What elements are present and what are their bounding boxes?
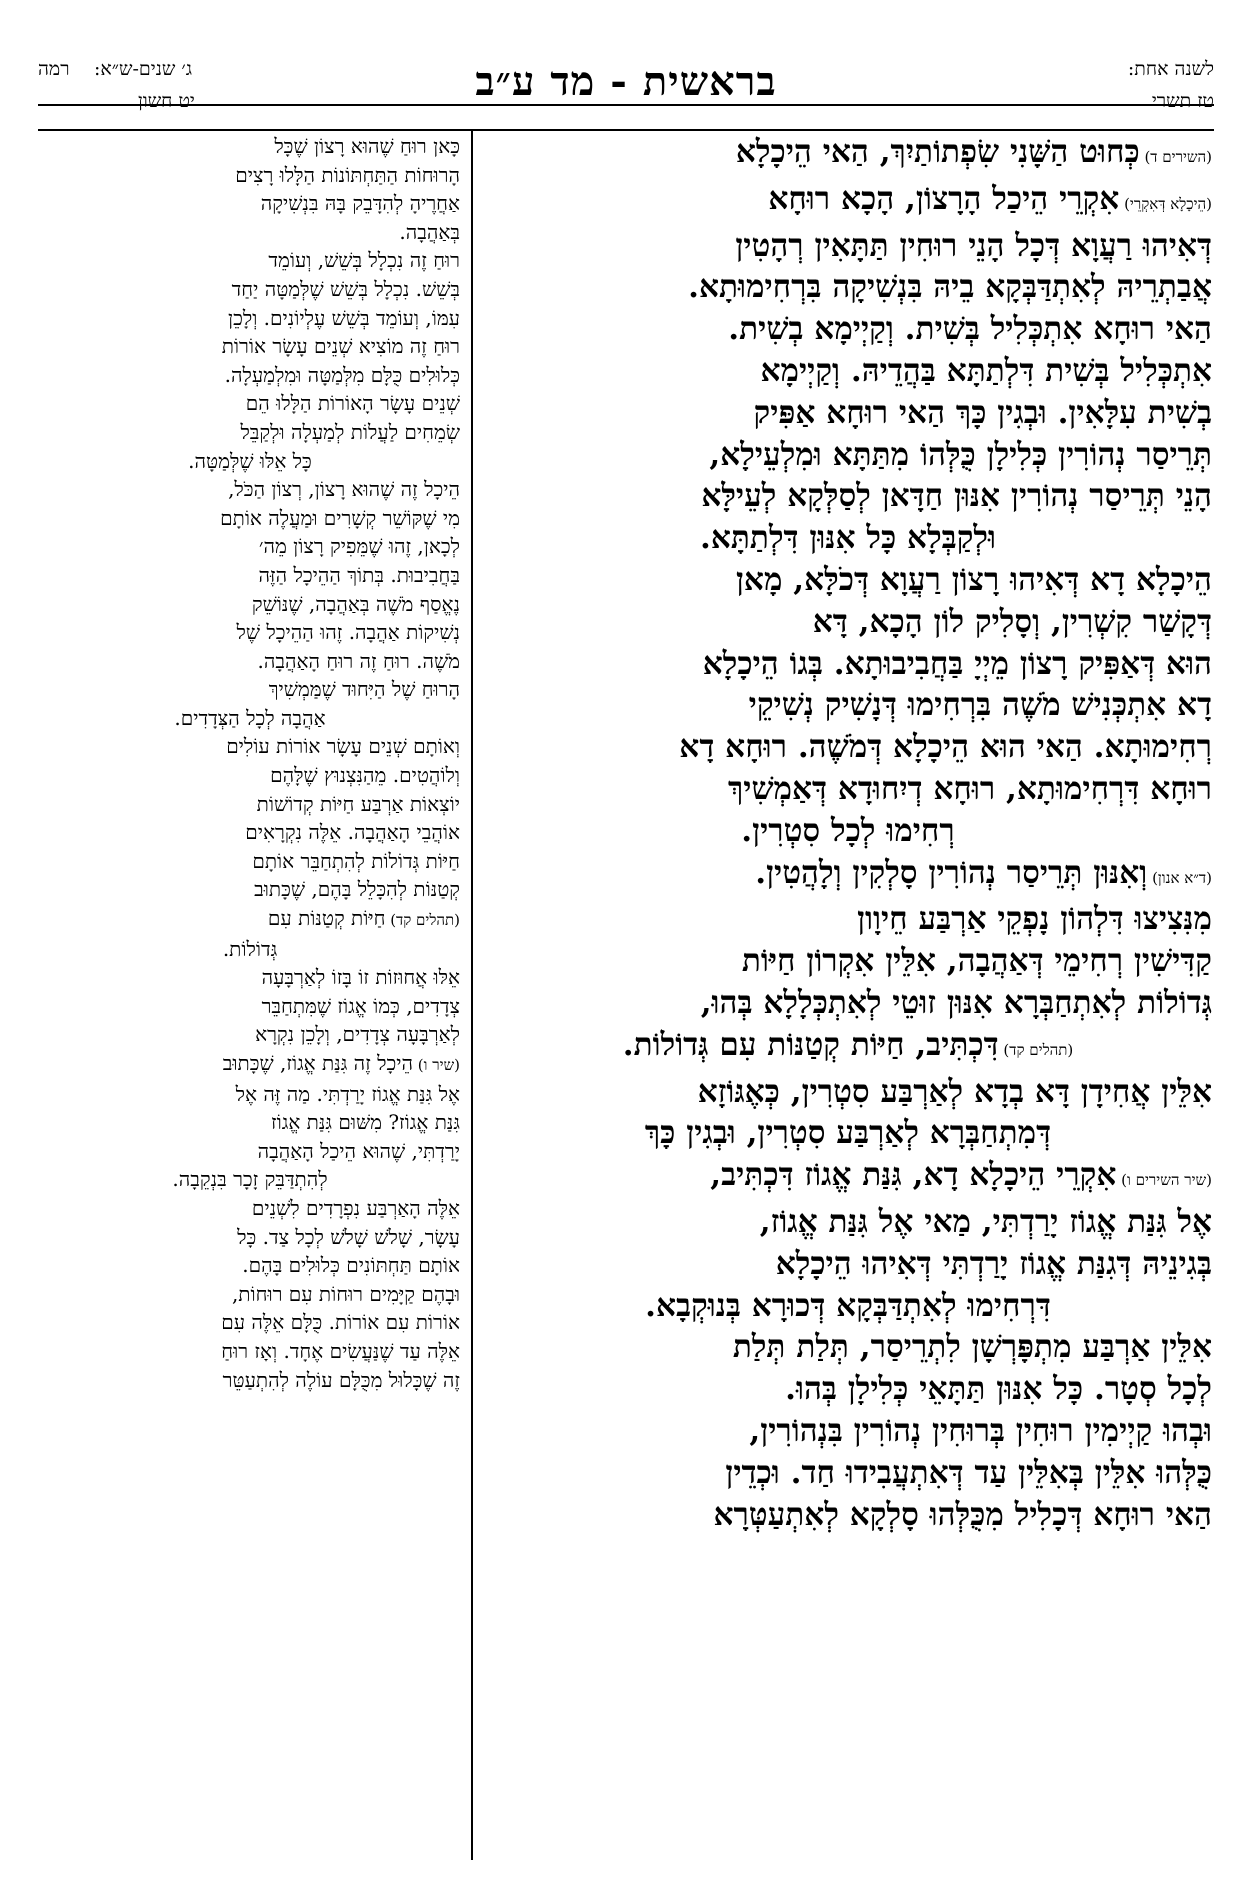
line-text: לְאַרְבָּעָה צְדָדִים, וְלָכֵן נִקְרָא (255, 1022, 460, 1047)
main-text-line (484, 685, 1212, 727)
line-text: יוֹצְאוֹת אַרְבַּע חַיּוֹת קְדוֹשׁוֹת (256, 791, 460, 816)
line-text: אַהֲבָה לְכָל הַצְּדָדִים. (174, 705, 326, 730)
line-text: אוֹתָם תַּחְתּוֹנִים כְּלוּלִים בָּהֶם. (242, 1253, 460, 1278)
main-text-line (484, 1411, 1212, 1453)
source-reference: (שיר השירים ו) (1116, 1171, 1212, 1190)
line-text: הֵיכָל זֶה שֶׁהוּא רָצוֹן, רְצוֹן הַכֹּל, (228, 477, 460, 502)
side-text-line (40, 875, 460, 904)
line-text: בְשִׁית עִלָּאִין. וּבְגִין כָּךְ הַאי רוּחָא אַפִּיק (753, 394, 1212, 431)
side-text-line (40, 618, 460, 647)
three-year-schedule-label: ג׳ שנים-ש״א: (94, 58, 193, 80)
line-text: זֶה שֶׁכָּלוּל מִכֻּלָּם עוֹלֶה לְהִתְעַטֵּר (222, 1367, 460, 1392)
line-text: צְדָדִים, כְּמוֹ אֱגוֹז שֶׁמִּתְחַבֵּר (261, 993, 460, 1018)
line-text: דִּרְחִימוּ לְאִתְדַּבְּקָא דְּכוּרָא בְּנוּקְבָא. (645, 1287, 1051, 1324)
main-text-line (484, 351, 1212, 393)
side-text-line (40, 275, 460, 304)
side-text-line (40, 1251, 460, 1280)
line-text: אוֹרוֹת עִם אוֹרוֹת. כֻּלָּם אֵלֶּה עִם (221, 1310, 460, 1335)
line-text: רוּחָא דִּרְחִימוּתָא, רוּחָא דְיִחוּדָא דְּאַמְשִׁיךְ (727, 770, 1212, 807)
line-text: אִקְרֵי הֵיכַל הָרָצוֹן, הָכָא רוּחָא (768, 180, 1120, 217)
main-text-line (484, 1244, 1212, 1286)
line-text: אוֹהֲבֵי הָאַהֲבָה. אֵלֶּה נִקְרָאִים (245, 820, 460, 845)
side-text-line (40, 361, 460, 390)
daily-date: טז תשרי (1151, 90, 1214, 112)
column-divider (471, 130, 473, 1860)
line-text: כָּל אֵלּוּ שֶׁלְּמַטָּה. (188, 448, 312, 473)
line-text: אֵלֶּה עַד שֶׁנַּעֲשִׂים אֶחָד. וְאָז רוּחַ (221, 1338, 460, 1363)
source-reference: (תהלים קד) (998, 1040, 1074, 1059)
side-text-line (40, 189, 460, 218)
line-text: אֶל גִּנַּת אֱגוֹז יָרַדְתִּי, מַאי אֶל גִּנַּת אֱגוֹז, (759, 1203, 1212, 1240)
line-text: גִּנַּת אֱגוֹז? מִשּׁוּם גִּנַּת אֱגוֹז (271, 1110, 460, 1135)
source-reference: (הֵיכָלָא דְּאִקְרֵי) (1119, 194, 1212, 213)
main-text-line (484, 1072, 1212, 1114)
main-text-line (484, 602, 1212, 644)
main-text-line (484, 518, 1212, 560)
main-text-line (484, 853, 1212, 900)
line-text: מֹשֶׁה. רוּחַ זֶה רוּחַ הָאַהֲבָה. (257, 648, 460, 673)
three-year-page-number: רמה (38, 58, 70, 80)
main-text-line (484, 811, 1212, 853)
line-text: אִלֵּין אַרְבַּע מִתְפָּרְשָׁן לִתְרֵיסַר, תְּלַת תְּלַת (732, 1329, 1212, 1366)
line-text: וּלְקַבְּלָא כָּל אִנּוּן דִּלְתַתָּא. (700, 520, 996, 557)
line-text: הֵיכָלָא דָא דְּאִיהוּ רָצוֹן רַעֲוָא דְּכֹלָּא, מָאן (735, 561, 1212, 598)
line-text: דְּמִתְחַבְּרָא לְאַרְבַּע סִטְרִין, וּבְגִין כָּךְ (644, 1115, 1052, 1152)
side-text-line (40, 1049, 460, 1080)
line-text: רְחִימוּ לְכָל סִטְרִין. (741, 812, 955, 849)
side-text-line (40, 732, 460, 761)
line-text: וְאוֹתָם שְׁנֵים עָשָׂר אוֹרוֹת עוֹלִים (226, 734, 460, 759)
line-text: חַיּוֹת גְּדוֹלוֹת לְהִתְחַבֵּר אוֹתָם (252, 848, 460, 873)
side-text-line (40, 1280, 460, 1309)
daily-schedule-label: לשנה אחת: (1127, 58, 1214, 80)
main-text-line (484, 309, 1212, 351)
line-text: מִנִּצִיצוּ דִּלְהוֹן נָפְקֵי אַרְבַּע חֵיוָון (857, 901, 1212, 938)
side-text-line (40, 1080, 460, 1109)
hebrew-translation-column (40, 132, 460, 1394)
main-text-line (484, 179, 1212, 226)
side-text-line (40, 389, 460, 418)
side-text-line (40, 1194, 460, 1223)
side-text-line (40, 504, 460, 533)
side-text-line (40, 132, 460, 161)
side-text-line (40, 447, 460, 476)
side-text-line (40, 475, 460, 504)
side-text-line (40, 1337, 460, 1366)
line-text: כְּלוּלִים כֻּלָּם מִלְּמַטָּה וּמִלְמַעְלָה. (224, 362, 460, 387)
main-text-line (484, 435, 1212, 477)
main-text-line (484, 1286, 1212, 1328)
aramaic-text-column (484, 132, 1212, 1536)
side-text-line (40, 818, 460, 847)
line-text: כְּחוּט הַשָּׁנִי שִׂפְתוֹתַיִךְ, הַאי הֵיכָלָא (735, 134, 1140, 170)
side-text-line (40, 1366, 460, 1395)
side-text-line (40, 647, 460, 676)
line-text: לְכָל סְטָר. כָּל אִנּוּן תַּתָּאֵי כְּלִילָן בְּהוּ. (785, 1371, 1212, 1408)
line-text: נֶאֱסַף מֹשֶׁה בְּאַהֲבָה, שֶׁנּוֹשֵׁק (251, 591, 460, 616)
line-text: וּבְהוּ קַיְימִין רוּחִין בְּרוּחִין נְהוֹרִין בִּנְהוֹרִין, (749, 1412, 1212, 1449)
line-text: דְּקָשַׁר קִשְׁרִין, וְסָלִיק לוֹן הָכָא, דָּא (812, 603, 1212, 640)
line-text: רְחִימוּתָא. הַאי הוּא הֵיכָלָא דְּמֹשֶׁה. רוּחָא דָא (679, 729, 1212, 766)
side-text-line (40, 1308, 460, 1337)
side-text-line (40, 218, 460, 247)
line-text: מִי שֶׁקּוֹשֵׁר קְשָׁרִים וּמַעֲלֶה אוֹתָם (220, 505, 460, 530)
main-text-line (484, 727, 1212, 769)
line-text: גְּדוֹלוֹת. (222, 936, 278, 961)
main-text-line (484, 267, 1212, 309)
line-text: וּבָהֶם קַיָּמִים רוּחוֹת עִם רוּחוֹת, (231, 1281, 460, 1306)
line-text: הַאי רוּחָא אִתְכְּלִיל בְּשִׁית. וְקַיְימָא בְשִׁית. (728, 311, 1212, 348)
page-title: בראשית - מד ע״ב (475, 58, 777, 105)
line-text: בְּשֵׁשׁ. נִכְלָל בְּשֵׁשׁ שֶׁלְּמַטָּה יַחַד (231, 276, 460, 301)
line-text: גְּדוֹלוֹת לְאִתְחַבְּרָא אִנּוּן זוּטֵי לְאִתְכְּלָלָא בְּהוּ, (700, 984, 1212, 1021)
side-text-line (40, 675, 460, 704)
main-text-line (484, 393, 1212, 435)
header-divider (38, 104, 1214, 106)
header-underline (38, 129, 1214, 131)
line-text: אֵלֶּה הָאַרְבַּע נִפְרָדִים לִשְׁנֵים (251, 1195, 460, 1220)
main-text-line (484, 983, 1212, 1025)
line-text: אִתְכְּלִיל בְּשִׁית דִּלְתַתָּא בַּהֲדֵיהּ. וְקַיְימָא (760, 352, 1212, 389)
line-text: אִקְרֵי הֵיכָלָא דָא, גִּנַּת אֱגוֹז דִּכְתִּיב, (710, 1157, 1117, 1194)
side-text-line (40, 332, 460, 361)
line-text: הוּא דְּאַפִּיק רָצוֹן מֵיְיָ בַּחֲבִיבוּתָא. בְּגוֹ הֵיכָלָא (702, 645, 1212, 682)
line-text: נְשִׁיקוֹת אַהֲבָה. זֶהוּ הַהֵיכָל שֶׁל (236, 620, 460, 645)
side-text-line (40, 704, 460, 733)
main-text-line (484, 1495, 1212, 1537)
three-year-date: יט חשון (138, 90, 195, 112)
side-text-line (40, 847, 460, 876)
main-text-line (484, 769, 1212, 811)
side-text-line (40, 1223, 460, 1252)
side-text-line (40, 1137, 460, 1166)
side-text-line (40, 590, 460, 619)
line-text: הָרוּחוֹת הַתַּחְתּוֹנוֹת הַלָּלוּ רָצִים (235, 162, 460, 187)
line-text: עָשָׂר, שָׁלֹשׁ שָׁלֹשׁ לְכָל צַד. כָּל (237, 1224, 460, 1249)
source-reference: (ד״א אנון) (1147, 868, 1212, 887)
line-text: וְאִנּוּן תְּרֵיסַר נְהוֹרִין סָלְקִין וְלָהֲטִין. (755, 854, 1148, 891)
side-text-line (40, 761, 460, 790)
side-text-line (40, 532, 460, 561)
line-text: דִּכְתִּיב, חַיּוֹת קְטַנּוֹת עִם גְּדוֹלוֹת. (622, 1026, 999, 1063)
line-text: דְּאִיהוּ רַעֲוָא דְּכָל הָנֵי רוּחִין תַּתָּאִין רְהָטִין (735, 227, 1212, 264)
line-text: אֶל גִּנַּת אֱגוֹז יָרַדְתִּי. מַה זֶּה אֶל (235, 1081, 460, 1106)
line-text: רוּחַ זֶה נִכְלָל בְּשֵׁשׁ, וְעוֹמֵד (268, 248, 460, 273)
main-text-line (484, 1327, 1212, 1369)
main-text-line (484, 476, 1212, 518)
source-reference: (השירים ד) (1139, 148, 1212, 166)
line-text: הֵיכָל זֶה גִּנַּת אֱגוֹז, שֶׁכָּתוּב (222, 1051, 413, 1075)
line-text: חַיּוֹת קְטַנּוֹת עִם (267, 906, 386, 931)
main-text-line (484, 226, 1212, 268)
line-text: רוּחַ זֶה מוֹצִיא שְׁנֵים עָשָׂר אוֹרוֹת (221, 334, 460, 359)
main-text-line (484, 1369, 1212, 1411)
main-text-line (484, 1113, 1212, 1155)
line-text: יָרַדְתִּי, שֶׁהוּא הֵיכַל הָאַהֲבָה (257, 1138, 460, 1163)
line-text: כָּאן רוּחַ שֶׁהוּא רָצוֹן שֶׁכָּל (274, 134, 460, 158)
line-text: קַדִּישִׁין רְחִימֵי דְּאַהֲבָה, אִלֵּין אִקְרוֹן חַיּוֹת (741, 943, 1212, 980)
line-text: עִמּוֹ, וְעוֹמֵד בְּשֵׁשׁ עֶלְיוֹנִים. וְלָכֵן (227, 305, 460, 330)
main-text-line (484, 132, 1212, 179)
line-text: דָא אִתְכְּנִישׁ מֹשֶׁה בִּרְחִימוּ דְּנָשִׁיק נְשִׁיקֵי (748, 687, 1212, 724)
side-text-line (40, 246, 460, 275)
line-text: שְׂמֵחִים לַעֲלוֹת לְמַעְלָה וּלְקַבֵּל (240, 419, 460, 444)
side-text-line (40, 1020, 460, 1049)
side-text-line (40, 904, 460, 935)
line-text: הַאי רוּחָא דְּכָלִיל מִכֻּלְּהוּ סָלְקָא לְאִתְעַטְּרָא (713, 1496, 1212, 1533)
line-text: לְכָאן, זֶהוּ שֶׁמֵּפִיק רָצוֹן מֵה׳ (258, 534, 460, 559)
line-text: בְּאַהֲבָה. (399, 219, 460, 244)
line-text: אֲבַתְרֵיהּ לְאִתְדַּבְּקָא בֵיהּ בִּנְשִׁיקָה בִּרְחִימוּתָא. (688, 269, 1212, 306)
line-text: אֵלּוּ אֲחוּזוֹת זוֹ בָּזוֹ לְאַרְבָּעָה (261, 965, 460, 990)
line-text: הָנֵי תְּרֵיסַר נְהוֹרִין אִנּוּן חַדָּאן לְסַלְּקָא לְעֵילָּא (701, 478, 1212, 515)
line-text: שְׁנֵים עָשָׂר הָאוֹרוֹת הַלָּלוּ הֵם (245, 391, 460, 416)
main-text-line (484, 941, 1212, 983)
side-text-line (40, 418, 460, 447)
line-text: בְּגִינֵיהּ דְּגִנַּת אֱגוֹז יָרַדְתִּי דְּאִיהוּ הֵיכָלָא (775, 1245, 1212, 1282)
side-text-line (40, 161, 460, 190)
main-text-line (484, 899, 1212, 941)
line-text: תְּרֵיסַר נְהוֹרִין כְּלִילָן כֻּלְּהוֹ מִתַּתָּא וּמִלְעֵילָא, (709, 436, 1212, 473)
main-text-line (484, 1025, 1212, 1072)
main-text-line (484, 1202, 1212, 1244)
side-text-line (40, 561, 460, 590)
source-reference: (תהלים קד) (385, 911, 460, 930)
line-text: בַּחֲבִיבוּת. בְּתוֹךְ הַהֵיכָל הַזֶּה (258, 562, 460, 587)
source-reference: (שיר ו) (413, 1056, 460, 1074)
side-text-line (40, 992, 460, 1021)
line-text: וְלוֹהֲטִים. מֵהַנִּצְנוּץ שֶׁלָּהֶם (270, 763, 460, 788)
side-text-line (40, 790, 460, 819)
main-text-line (484, 560, 1212, 602)
line-text: לְהִתְדַּבֵּק זָכָר בִּנְקֵבָה. (172, 1167, 328, 1192)
line-text: אַחֲרֶיהָ לְהִדָּבֵק בָּהּ בִּנְשִׁיקָה (260, 191, 460, 216)
side-text-line (40, 963, 460, 992)
side-text-line (40, 1165, 460, 1194)
main-text-line (484, 1155, 1212, 1202)
line-text: הָרוּחַ שֶׁל הַיִּחוּד שֶׁמַּמְשִׁיךְ (268, 677, 460, 702)
side-text-line (40, 304, 460, 333)
line-text: קְטַנּוֹת לְהִכָּלֵל בָּהֶם, שֶׁכָּתוּב (254, 877, 460, 902)
main-text-line (484, 1453, 1212, 1495)
main-text-line (484, 644, 1212, 686)
side-text-line (40, 1108, 460, 1137)
side-text-line (40, 935, 460, 964)
page-header (38, 52, 1214, 130)
line-text: כֻּלְּהוּ אִלֵּין בְּאִלֵּין עַד דְּאִתְעֲבִידוּ חַד. וּכְדֵין (725, 1454, 1212, 1491)
line-text: אִלֵּין אֲחִידָן דָּא בְדָא לְאַרְבַּע סִטְרִין, כְּאֶגּוֹזָא (697, 1073, 1212, 1110)
